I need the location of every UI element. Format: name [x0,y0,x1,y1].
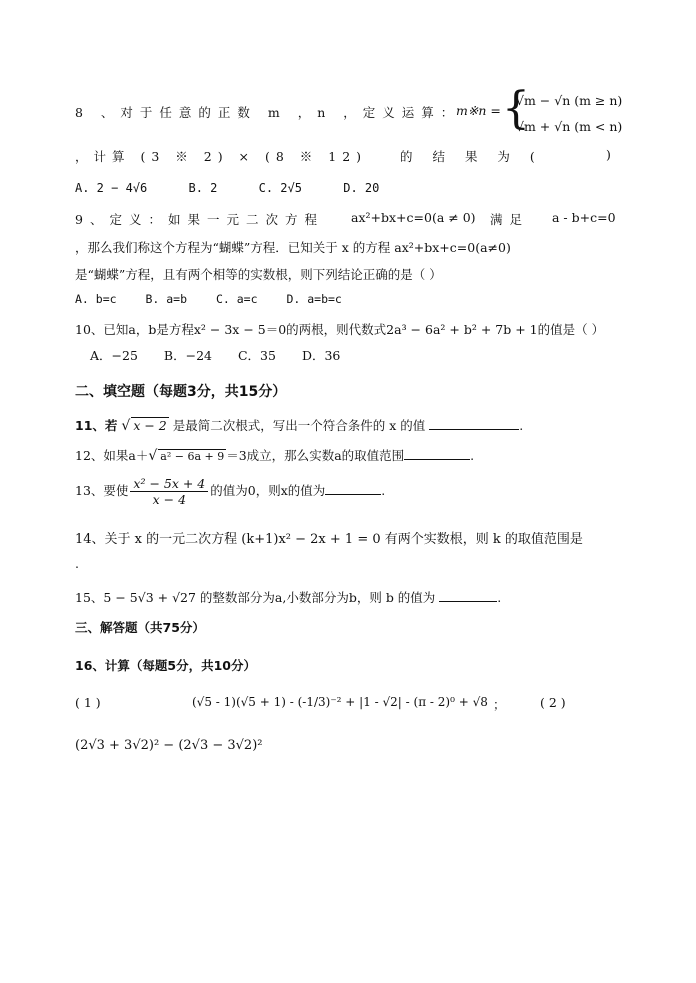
q9-line1-c: a - b+c=0 [552,210,616,225]
q10-option-b: B．−24 [163,348,212,363]
q12-text: ＝3成立，那么实数a的取值范围 [226,448,405,463]
q11-prefix: 11、若 [75,418,118,433]
q15-answer-blank[interactable] [439,589,497,602]
q16-part1-expression: (√5 - 1)(√5 + 1) - (-1/3)⁻² + |1 - √2| - (π - 2)⁰ + √8 [192,695,488,709]
q10-option-d: D．36 [301,348,341,363]
q8-option-c: C. 2√5 [258,181,302,195]
q10-option-a: A．−25 [90,348,138,363]
q12-root-sign: √ [148,448,158,464]
q12-end: . [470,448,475,463]
q13-fraction [130,476,208,507]
section-2-title: 二、填空题（每题3分，共15分） [75,384,287,400]
q11-answer-blank[interactable] [429,417,519,430]
q9-line1-b: 满足 [490,212,530,227]
q8-brace: { [502,83,530,134]
q9-option-c: C. a=c [215,292,258,306]
q15-line [75,588,501,606]
q8-line2-b: 的 结 果 为 ( [400,149,543,164]
section-3-title: 三、解答题（共75分） [75,620,205,635]
q16-part2-expression: (2√3 + 3√2)² − (2√3 − 3√2)² [75,738,263,753]
q9-line2: ，那么我们称这个方程为“蝴蝶”方程．已知关于 x 的方程 ax²+bx+c=0(a≠0) [75,240,511,255]
q9-line1-a: 9、定义：如果一元二次方程 [75,212,324,227]
q9-line3: 是“蝴蝶”方程，且有两个相等的实数根，则下列结论正确的是（ ） [75,267,442,282]
q9-option-a: A. b=c [75,292,117,306]
q13-end: . [381,483,386,498]
q8-option-a: A. 2 − 4√6 [75,181,148,195]
q11-radicand: x − 2 [133,418,167,433]
q16-title: 16、计算（每题5分，共10分） [75,658,256,673]
q16-part1-label: ( 1 ) [75,695,101,710]
q9-line1-eq: ax²+bx+c=0(a ≠ 0) [351,210,476,225]
q8-case1: √m − √n (m ≥ n) [516,93,623,108]
q12-answer-blank[interactable] [404,447,470,460]
q13-prefix: 13、要使 [75,483,129,498]
q8-case2: √m + √n (m < n) [516,119,623,134]
q11-root-sign: √ [121,418,131,434]
q9-option-b: B. a=b [145,292,188,306]
q8-op-label: m※n = [456,103,501,118]
q10-option-c: C．35 [237,348,276,363]
q8-line2-a: ，计算 (3 ※ 2) × (8 ※ 12) [75,149,368,164]
q14-line2: . [75,556,79,571]
q9-options [75,292,364,306]
q15-text: 15、5 − 5√3 + √27 的整数部分为a,小数部分为b，则 b 的值为 [75,590,436,605]
q13-line [75,476,385,507]
q8-option-d: D. 20 [343,181,380,195]
q13-denominator: x − 4 [152,492,187,507]
q12-radicand: a² − 6a + 9 [160,450,225,463]
q9-option-d: D. a=b=c [286,292,342,306]
q11-line [75,416,523,434]
q13-answer-blank[interactable] [325,482,381,495]
q12-prefix: 12、如果a＋ [75,448,149,463]
q10-line1: 10、已知a，b是方程x² − 3x − 5＝0的两根，则代数式2a³ − 6a² + b² + 7b + 1的值是（ ） [75,322,605,337]
q16-part2-label: ( 2 ) [540,695,566,710]
q8-line1: 8 、对于任意的正数 m ，n ，定义运算： [75,105,461,120]
q8-options [75,181,413,195]
q8-option-b: B. 2 [188,181,218,195]
q15-end: . [497,590,502,605]
q11-text: 是最简二次根式，写出一个符合条件的 x 的值 [172,418,426,433]
q14-line1: 14、关于 x 的一元二次方程 (k+1)x² − 2x + 1 = 0 有两个实数根，则 k 的取值范围是 [75,532,583,547]
q8-line2 [75,147,367,165]
q8-line2-c: ) [606,147,611,162]
q10-options [90,346,362,364]
q12-line [75,446,474,464]
q11-end: . [519,418,524,433]
q16-separator: ； [493,697,506,712]
q13-numerator: x² − 5x + 4 [130,476,208,492]
q13-text: 的值为0，则x的值为 [210,483,326,498]
